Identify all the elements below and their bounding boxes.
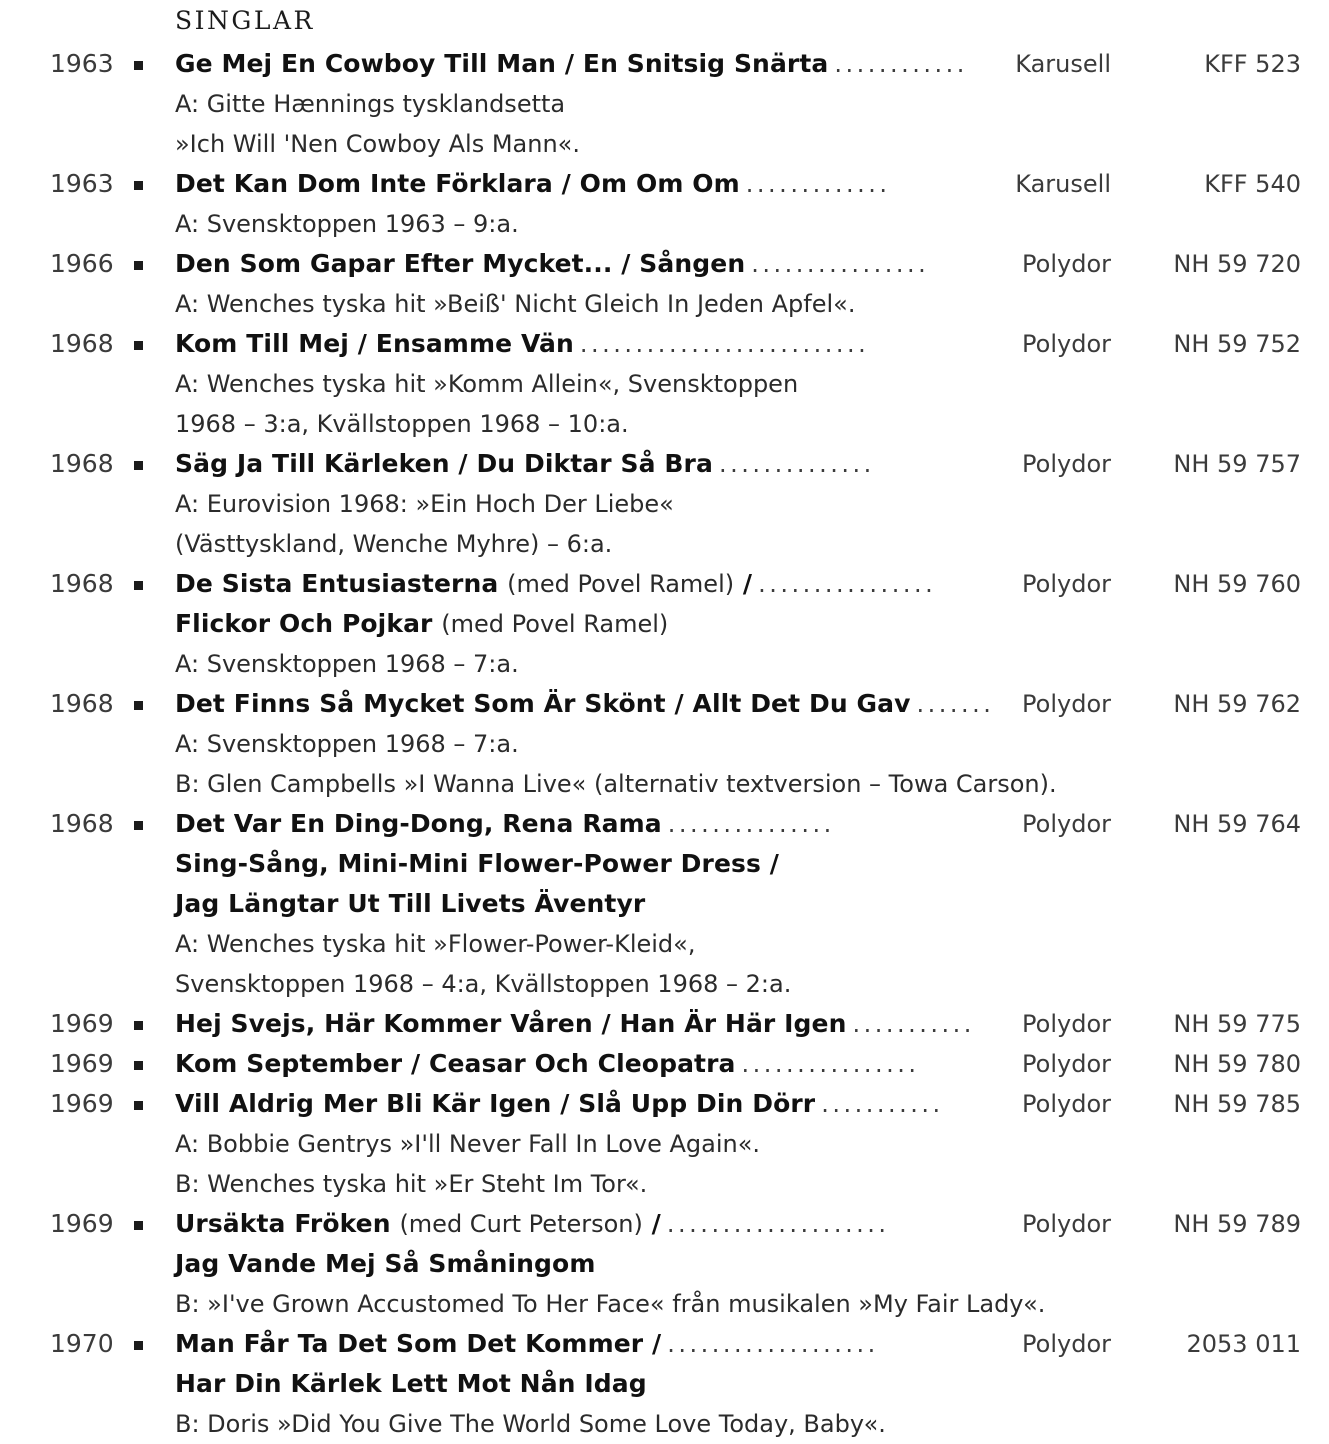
release-note: B: »I've Grown Accustomed To Her Face« från musikalen »My Fair Lady«. <box>175 1290 1046 1318</box>
title-annotation: (med Curt Peterson) <box>399 1210 643 1238</box>
record-label: Polydor <box>1022 450 1111 478</box>
release-main-line <box>0 244 1329 284</box>
release-year: 1969 <box>50 1009 114 1038</box>
record-label: Karusell <box>1015 170 1111 198</box>
title-annotation: (med Povel Ramel) <box>507 570 735 598</box>
title-text: Sing-Sång, Mini-Mini Flower-Power Dress / <box>175 849 780 878</box>
leader-dots: ........... <box>821 1090 944 1118</box>
title-text: Har Din Kärlek Lett Mot Nån Idag <box>175 1369 647 1398</box>
record-label: Polydor <box>1022 570 1111 598</box>
record-label: Polydor <box>1022 810 1111 838</box>
square-bullet-icon <box>134 1061 143 1070</box>
release-entry <box>0 244 1329 324</box>
catalog-number: KFF 523 <box>1204 50 1301 78</box>
release-entry <box>0 164 1329 244</box>
catalog-number: 2053 011 <box>1186 1330 1301 1358</box>
release-entry <box>0 684 1329 804</box>
record-label: Polydor <box>1022 330 1111 358</box>
release-year: 1963 <box>50 49 114 78</box>
release-note: B: Doris »Did You Give The World Some Love Today, Baby«. <box>175 1410 886 1438</box>
leader-dots: ................ <box>751 250 930 278</box>
release-year: 1966 <box>50 249 114 278</box>
square-bullet-icon <box>134 61 143 70</box>
release-note: A: Wenches tyska hit »Komm Allein«, Svensktoppen <box>175 370 799 398</box>
release-title-continuation <box>0 604 1329 644</box>
release-main-line <box>0 804 1329 844</box>
release-main-line <box>0 1204 1329 1244</box>
release-year: 1968 <box>50 809 114 838</box>
catalog-number: NH 59 789 <box>1173 1210 1301 1238</box>
square-bullet-icon <box>134 1221 143 1230</box>
leader-dots: .................... <box>666 1210 890 1238</box>
leader-dots: ........... <box>852 1010 975 1038</box>
release-entry <box>0 1004 1329 1044</box>
square-bullet-icon <box>134 341 143 350</box>
release-year: 1970 <box>50 1329 114 1358</box>
release-main-line <box>0 164 1329 204</box>
singles-list <box>0 44 1329 1444</box>
square-bullet-icon <box>134 461 143 470</box>
release-year: 1969 <box>50 1089 114 1118</box>
square-bullet-icon <box>134 181 143 190</box>
release-year: 1969 <box>50 1209 114 1238</box>
release-note: A: Svensktoppen 1968 – 7:a. <box>175 650 519 678</box>
release-entry <box>0 1084 1329 1204</box>
release-main-line <box>0 444 1329 484</box>
square-bullet-icon <box>134 261 143 270</box>
record-label: Karusell <box>1015 50 1111 78</box>
leader-dots: ............ <box>834 50 968 78</box>
leader-dots: .......................... <box>579 330 870 358</box>
release-main-line <box>0 324 1329 364</box>
release-note: Svensktoppen 1968 – 4:a, Kvällstoppen 1968 – 2:a. <box>175 970 792 998</box>
release-entry <box>0 44 1329 164</box>
title-text: / <box>734 569 753 598</box>
record-label: Polydor <box>1022 1330 1111 1358</box>
release-note: A: Wenches tyska hit »Beiß' Nicht Gleich In Jeden Apfel«. <box>175 290 856 318</box>
release-entry <box>0 444 1329 564</box>
release-note: B: Glen Campbells »I Wanna Live« (alternativ textversion – Towa Carson). <box>175 770 1057 798</box>
leader-dots: ................ <box>758 570 937 598</box>
square-bullet-icon <box>134 821 143 830</box>
release-main-line <box>0 684 1329 724</box>
leader-dots: ....... <box>916 690 995 718</box>
square-bullet-icon <box>134 1021 143 1030</box>
release-note: (Västtyskland, Wenche Myhre) – 6:a. <box>175 530 613 558</box>
release-entry <box>0 324 1329 444</box>
release-entry <box>0 804 1329 1004</box>
catalog-number: NH 59 752 <box>1173 330 1301 358</box>
square-bullet-icon <box>134 1341 143 1350</box>
release-main-line <box>0 1004 1329 1044</box>
title-text: De Sista Entusiasterna <box>175 569 508 598</box>
release-entry <box>0 1324 1329 1444</box>
title-text: Jag Vande Mej Så Småningom <box>175 1249 596 1278</box>
release-year: 1968 <box>50 449 114 478</box>
catalog-number: NH 59 785 <box>1173 1090 1301 1118</box>
title-text: Ge Mej En Cowboy Till Man / En Snitsig Snärta <box>175 49 829 78</box>
release-entry <box>0 1044 1329 1084</box>
release-main-line <box>0 1324 1329 1364</box>
catalog-number: NH 59 764 <box>1173 810 1301 838</box>
title-text: Det Finns Så Mycket Som Är Skönt / Allt Det Du Gav <box>175 689 911 718</box>
record-label: Polydor <box>1022 1010 1111 1038</box>
release-year: 1963 <box>50 169 114 198</box>
release-year: 1968 <box>50 329 114 358</box>
leader-dots: ................ <box>741 1050 920 1078</box>
catalog-number: NH 59 760 <box>1173 570 1301 598</box>
square-bullet-icon <box>134 1101 143 1110</box>
title-text: Flickor Och Pojkar <box>175 609 442 638</box>
title-text: Kom Till Mej / Ensamme Vän <box>175 329 574 358</box>
title-text: / <box>642 1209 661 1238</box>
release-note: »Ich Will 'Nen Cowboy Als Mann«. <box>175 130 580 158</box>
leader-dots: .............. <box>718 450 875 478</box>
title-text: Jag Längtar Ut Till Livets Äventyr <box>175 889 646 918</box>
release-note: A: Svensktoppen 1968 – 7:a. <box>175 730 519 758</box>
release-entry <box>0 1204 1329 1324</box>
title-text: Säg Ja Till Kärleken / Du Diktar Så Bra <box>175 449 713 478</box>
record-label: Polydor <box>1022 1050 1111 1078</box>
square-bullet-icon <box>134 701 143 710</box>
title-text: Vill Aldrig Mer Bli Kär Igen / Slå Upp Din Dörr <box>175 1089 816 1118</box>
release-year: 1968 <box>50 689 114 718</box>
release-note: B: Wenches tyska hit »Er Steht Im Tor«. <box>175 1170 648 1198</box>
record-label: Polydor <box>1022 1090 1111 1118</box>
catalog-number: NH 59 775 <box>1173 1010 1301 1038</box>
release-title-continuation <box>0 1364 1329 1404</box>
square-bullet-icon <box>134 581 143 590</box>
catalog-number: KFF 540 <box>1204 170 1301 198</box>
catalog-number: NH 59 757 <box>1173 450 1301 478</box>
leader-dots: ............. <box>745 170 891 198</box>
title-text: Det Var En Ding-Dong, Rena Rama <box>175 809 662 838</box>
release-title-continuation <box>0 844 1329 884</box>
title-text: Den Som Gapar Efter Mycket... / Sången <box>175 249 746 278</box>
catalog-number: NH 59 720 <box>1173 250 1301 278</box>
title-annotation: (med Povel Ramel) <box>441 610 669 638</box>
page-title: SINGLAR <box>175 6 315 35</box>
catalog-number: NH 59 762 <box>1173 690 1301 718</box>
release-note: A: Wenches tyska hit »Flower-Power-Kleid«, <box>175 930 696 958</box>
title-text: Ursäkta Fröken <box>175 1209 400 1238</box>
release-note: A: Svensktoppen 1963 – 9:a. <box>175 210 519 238</box>
title-text: Man Får Ta Det Som Det Kommer / <box>175 1329 662 1358</box>
record-label: Polydor <box>1022 1210 1111 1238</box>
title-text: Kom September / Ceasar Och Cleopatra <box>175 1049 736 1078</box>
title-text: Det Kan Dom Inte Förklara / Om Om Om <box>175 169 740 198</box>
record-label: Polydor <box>1022 250 1111 278</box>
leader-dots: ............... <box>667 810 835 838</box>
record-label: Polydor <box>1022 690 1111 718</box>
release-title-continuation <box>0 884 1329 924</box>
release-entry <box>0 564 1329 684</box>
title-text: Hej Svejs, Här Kommer Våren / Han Är Här Igen <box>175 1009 847 1038</box>
release-note: A: Gitte Hænnings tysklandsetta <box>175 90 566 118</box>
catalog-number: NH 59 780 <box>1173 1050 1301 1078</box>
release-year: 1969 <box>50 1049 114 1078</box>
release-year: 1968 <box>50 569 114 598</box>
release-main-line <box>0 44 1329 84</box>
release-title-continuation <box>0 1244 1329 1284</box>
release-note: A: Eurovision 1968: »Ein Hoch Der Liebe« <box>175 490 674 518</box>
release-note: A: Bobbie Gentrys »I'll Never Fall In Love Again«. <box>175 1130 761 1158</box>
release-note: 1968 – 3:a, Kvällstoppen 1968 – 10:a. <box>175 410 629 438</box>
release-main-line <box>0 1084 1329 1124</box>
leader-dots: ................... <box>667 1330 879 1358</box>
release-main-line <box>0 564 1329 604</box>
release-main-line <box>0 1044 1329 1084</box>
